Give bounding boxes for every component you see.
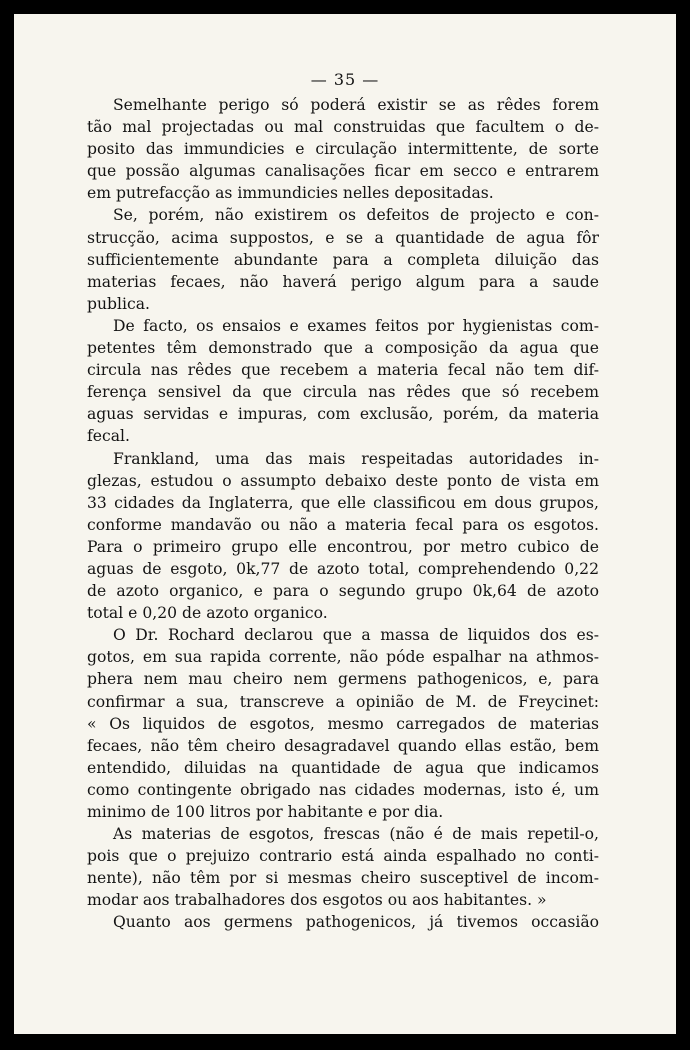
paragraph [87,624,599,823]
text-line: glezas, estudou o assumpto debaixo deste ponto de vista em [87,471,599,490]
text-line: total e 0,20 de azoto organico. [87,604,328,623]
text-line: como contingente obrigado nas cidades modernas, isto é, um [87,780,599,799]
text-line: 33 cidades da Inglaterra, que elle classificou em dous grupos, [87,493,599,512]
text-line: entendido, diluidas na quantidade de agua que indicamos [87,758,599,777]
paragraph [87,448,599,625]
text-line: minimo de 100 litros por habitante e por dia. [87,803,444,821]
text-line: De facto, os ensaios e exames feitos por hygienistas com- [113,316,599,335]
text-line: tão mal projectadas ou mal construidas que facultem o de- [87,118,599,137]
text-line: « Os liquidos de esgotos, mesmo carregados de materias [87,714,599,733]
paragraph [87,204,599,314]
text-line: sufficientemente abundante para a completa diluição das [87,250,599,269]
paragraph [87,823,599,911]
text-line: posito das immundicies e circulação intermittente, de sorte [87,140,599,159]
text-line: modar aos trabalhadores dos esgotos ou aos habitantes. » [87,891,547,910]
paragraph [87,911,599,933]
text-line: em putrefacção as immundicies nelles depositadas. [87,184,494,203]
page-body-text [87,94,599,934]
text-line: que possão algumas canalisações ficar em secco e entrarem [87,162,599,181]
text-line: Para o primeiro grupo elle encontrou, por metro cubico de [87,537,599,556]
text-line: de azoto organico, e para o segundo grupo 0k,64 de azoto [87,582,599,601]
text-line: phera nem mau cheiro nem germens pathogenicos, e, para [87,670,599,689]
text-line: circula nas rêdes que recebem a materia fecal não tem dif- [87,361,599,380]
text-line: Quanto aos germens pathogenicos, já tivemos occasião [113,913,599,932]
text-line: Frankland, uma das mais respeitadas autoridades in- [113,449,599,468]
text-line: aguas servidas e impuras, com exclusão, porém, da materia [87,405,599,424]
text-line: conforme mandavão ou não a materia fecal para os esgotos. [87,515,599,534]
text-line: fecal. [87,427,130,446]
text-line: As materias de esgotos, frescas (não é de mais repetil-o, [113,825,599,844]
text-line: fecaes, não têm cheiro desagradavel quando ellas estão, bem [87,736,599,755]
paragraph [87,315,599,448]
paragraph [87,94,599,204]
text-line: aguas de esgoto, 0k,77 de azoto total, comprehendendo 0,22 [87,559,599,578]
text-line: O Dr. Rochard declarou que a massa de liquidos dos es- [113,626,599,645]
book-page [14,14,676,1034]
text-line: petentes têm demonstrado que a composição da agua que [87,339,599,358]
text-line: pois que o prejuizo contrario está ainda espalhado no conti- [87,847,599,866]
text-line: confirmar a sua, transcreve a opinião de M. de Freycinet: [87,692,599,711]
text-line: ferença sensivel da que circula nas rêdes que só recebem [87,383,599,402]
text-line: publica. [87,294,150,313]
text-line: nente), não têm por si mesmas cheiro susceptivel de incom- [87,869,599,888]
page-number: — 35 — [310,70,380,89]
text-line: Se, porém, não existirem os defeitos de projecto e con- [113,206,599,225]
text-line: materias fecaes, não haverá perigo algum para a saude [87,272,599,291]
text-line: gotos, em sua rapida corrente, não póde espalhar na athmos- [87,648,599,667]
text-line: Semelhante perigo só poderá existir se as rêdes forem [113,96,599,114]
text-line: strucção, acima suppostos, e se a quantidade de agua fôr [87,228,599,247]
